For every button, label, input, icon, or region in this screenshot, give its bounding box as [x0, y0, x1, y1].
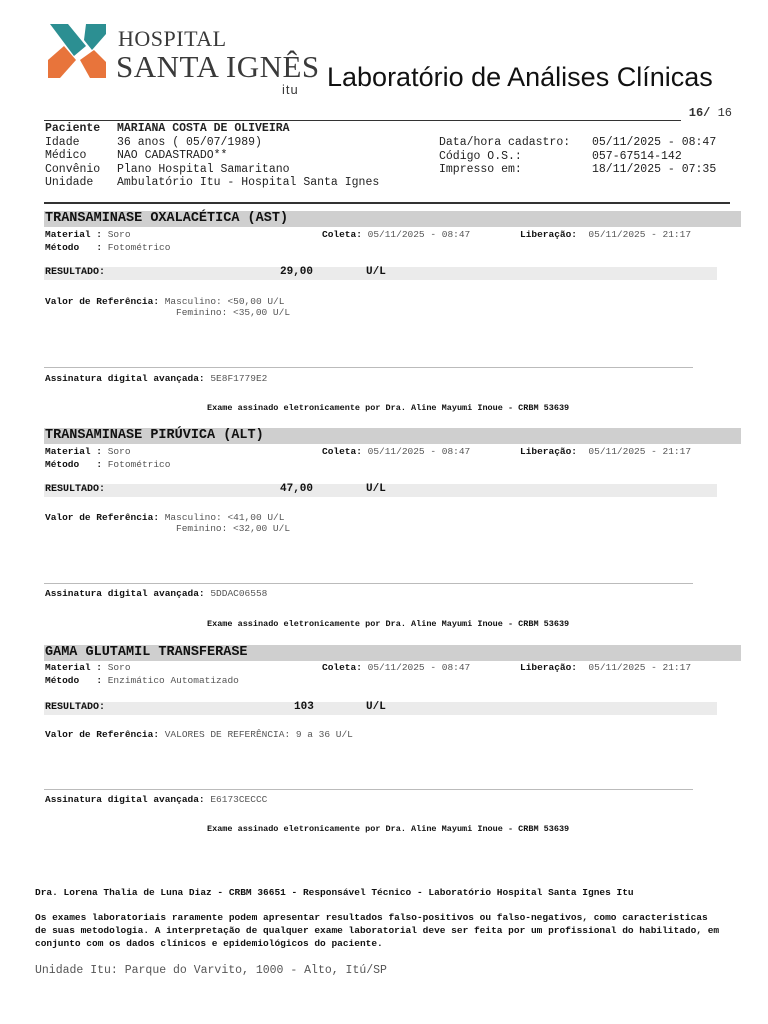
exam-coleta: Coleta: 05/11/2025 - 08:47 [322, 229, 471, 240]
cadastro-value: 05/11/2025 - 08:47 [592, 136, 717, 149]
exam-coleta: Coleta: 05/11/2025 - 08:47 [322, 446, 471, 457]
exam-title: TRANSAMINASE PIRÚVICA (ALT) [45, 428, 264, 443]
exam-metodo: Método : Fotométrico [45, 459, 171, 470]
header-divider [44, 120, 681, 121]
exam-metodo: Método : Fotométrico [45, 242, 171, 253]
convenio-label: Convênio [45, 162, 101, 176]
disclaimer-line3: conjunto com os dados clínicos e epidemiológicos do paciente. [35, 938, 383, 949]
medico-value: NAO CADASTRADO** [117, 149, 228, 162]
exam-liberacao: Liberação: 05/11/2025 - 21:17 [520, 229, 692, 240]
result-unit: U/L [366, 701, 386, 713]
signed-by: Exame assinado eletronicamente por Dra. Aline Mayumi Inoue - CRBM 53639 [207, 619, 570, 629]
responsible-technician: Dra. Lorena Thalia de Luna Diaz - CRBM 36651 - Responsável Técnico - Laboratório Hospital Santa Ignes Itu [35, 887, 634, 898]
paciente-label: Paciente [45, 122, 101, 135]
os-label: Código O.S.: [439, 149, 522, 163]
hospital-name-line1: HOSPITAL [118, 26, 227, 51]
signature-divider [44, 789, 693, 790]
result-label: RESULTADO: [45, 484, 106, 495]
exam-material: Material : Soro [45, 662, 131, 673]
exam-material: Material : Soro [45, 446, 131, 457]
page-number: 16/ 16 [688, 106, 732, 120]
digital-signature: Assinatura digital avançada: E6173CECCC [45, 794, 268, 805]
signature-divider [44, 367, 693, 368]
exam-metodo: Método : Enzimático Automatizado [45, 675, 239, 686]
unidade-label: Unidade [45, 176, 94, 189]
idade-value: 36 anos ( 05/07/1989) [117, 135, 262, 149]
result-unit: U/L [366, 266, 386, 278]
reference-values: Valor de Referência: Masculino: <50,00 U/L Feminino: <35,00 U/L [45, 296, 291, 318]
result-label: RESULTADO: [45, 267, 106, 278]
patient-info-left [45, 122, 379, 190]
exam-material: Material : Soro [45, 229, 131, 240]
result-value: 103 [294, 701, 314, 713]
impresso-value: 18/11/2025 - 07:35 [592, 163, 717, 176]
digital-signature: Assinatura digital avançada: 5E8F1779E2 [45, 373, 268, 384]
result-label: RESULTADO: [45, 702, 106, 713]
patient-info-right [439, 136, 716, 177]
exam-title: TRANSAMINASE OXALACÉTICA (AST) [45, 211, 289, 226]
result-value: 29,00 [280, 266, 314, 278]
result-value: 47,00 [280, 483, 314, 495]
disclaimer-line1: Os exames laboratoriais raramente podem apresentar resultados falso-positivos ou falso-negativos, como caracteristicas [35, 912, 708, 923]
exam-coleta: Coleta: 05/11/2025 - 08:47 [322, 662, 471, 673]
digital-signature: Assinatura digital avançada: 5DDAC06558 [45, 588, 268, 599]
patient-divider [44, 202, 730, 204]
reference-values: Valor de Referência: Masculino: <41,00 U/L Feminino: <32,00 U/L [45, 512, 291, 534]
hospital-logo-icon [46, 20, 108, 82]
paciente-value: MARIANA COSTA DE OLIVEIRA [117, 122, 290, 135]
idade-label: Idade [45, 135, 80, 149]
os-value: 057-67514-142 [592, 149, 682, 163]
signature-divider [44, 583, 693, 584]
hospital-name-line2: SANTA IGNÊS [116, 49, 320, 84]
medico-label: Médico [45, 149, 87, 162]
hospital-name-line3: itu [282, 82, 299, 97]
lab-title: Laboratório de Análises Clínicas [327, 62, 713, 92]
signed-by: Exame assinado eletronicamente por Dra. Aline Mayumi Inoue - CRBM 53639 [207, 403, 570, 413]
exam-title: GAMA GLUTAMIL TRANSFERASE [45, 645, 248, 660]
unit-address: Unidade Itu: Parque do Varvito, 1000 - Alto, Itú/SP [35, 964, 387, 977]
signed-by: Exame assinado eletronicamente por Dra. Aline Mayumi Inoue - CRBM 53639 [207, 824, 570, 834]
disclaimer-line2: de suas metodologia. A interpretação de qualquer exame laboratorial deve ser feita por um profissional do habilitado, em [35, 925, 720, 936]
exam-liberacao: Liberação: 05/11/2025 - 21:17 [520, 446, 692, 457]
convenio-value: Plano Hospital Samaritano [117, 162, 290, 176]
result-unit: U/L [366, 483, 386, 495]
unidade-value: Ambulatório Itu - Hospital Santa Ignes [117, 176, 380, 189]
cadastro-label: Data/hora cadastro: [439, 136, 571, 149]
reference-values: Valor de Referência: VALORES DE REFERÊNCIA: 9 a 36 U/L [45, 729, 353, 740]
impresso-label: Impresso em: [439, 163, 522, 176]
exam-liberacao: Liberação: 05/11/2025 - 21:17 [520, 662, 692, 673]
